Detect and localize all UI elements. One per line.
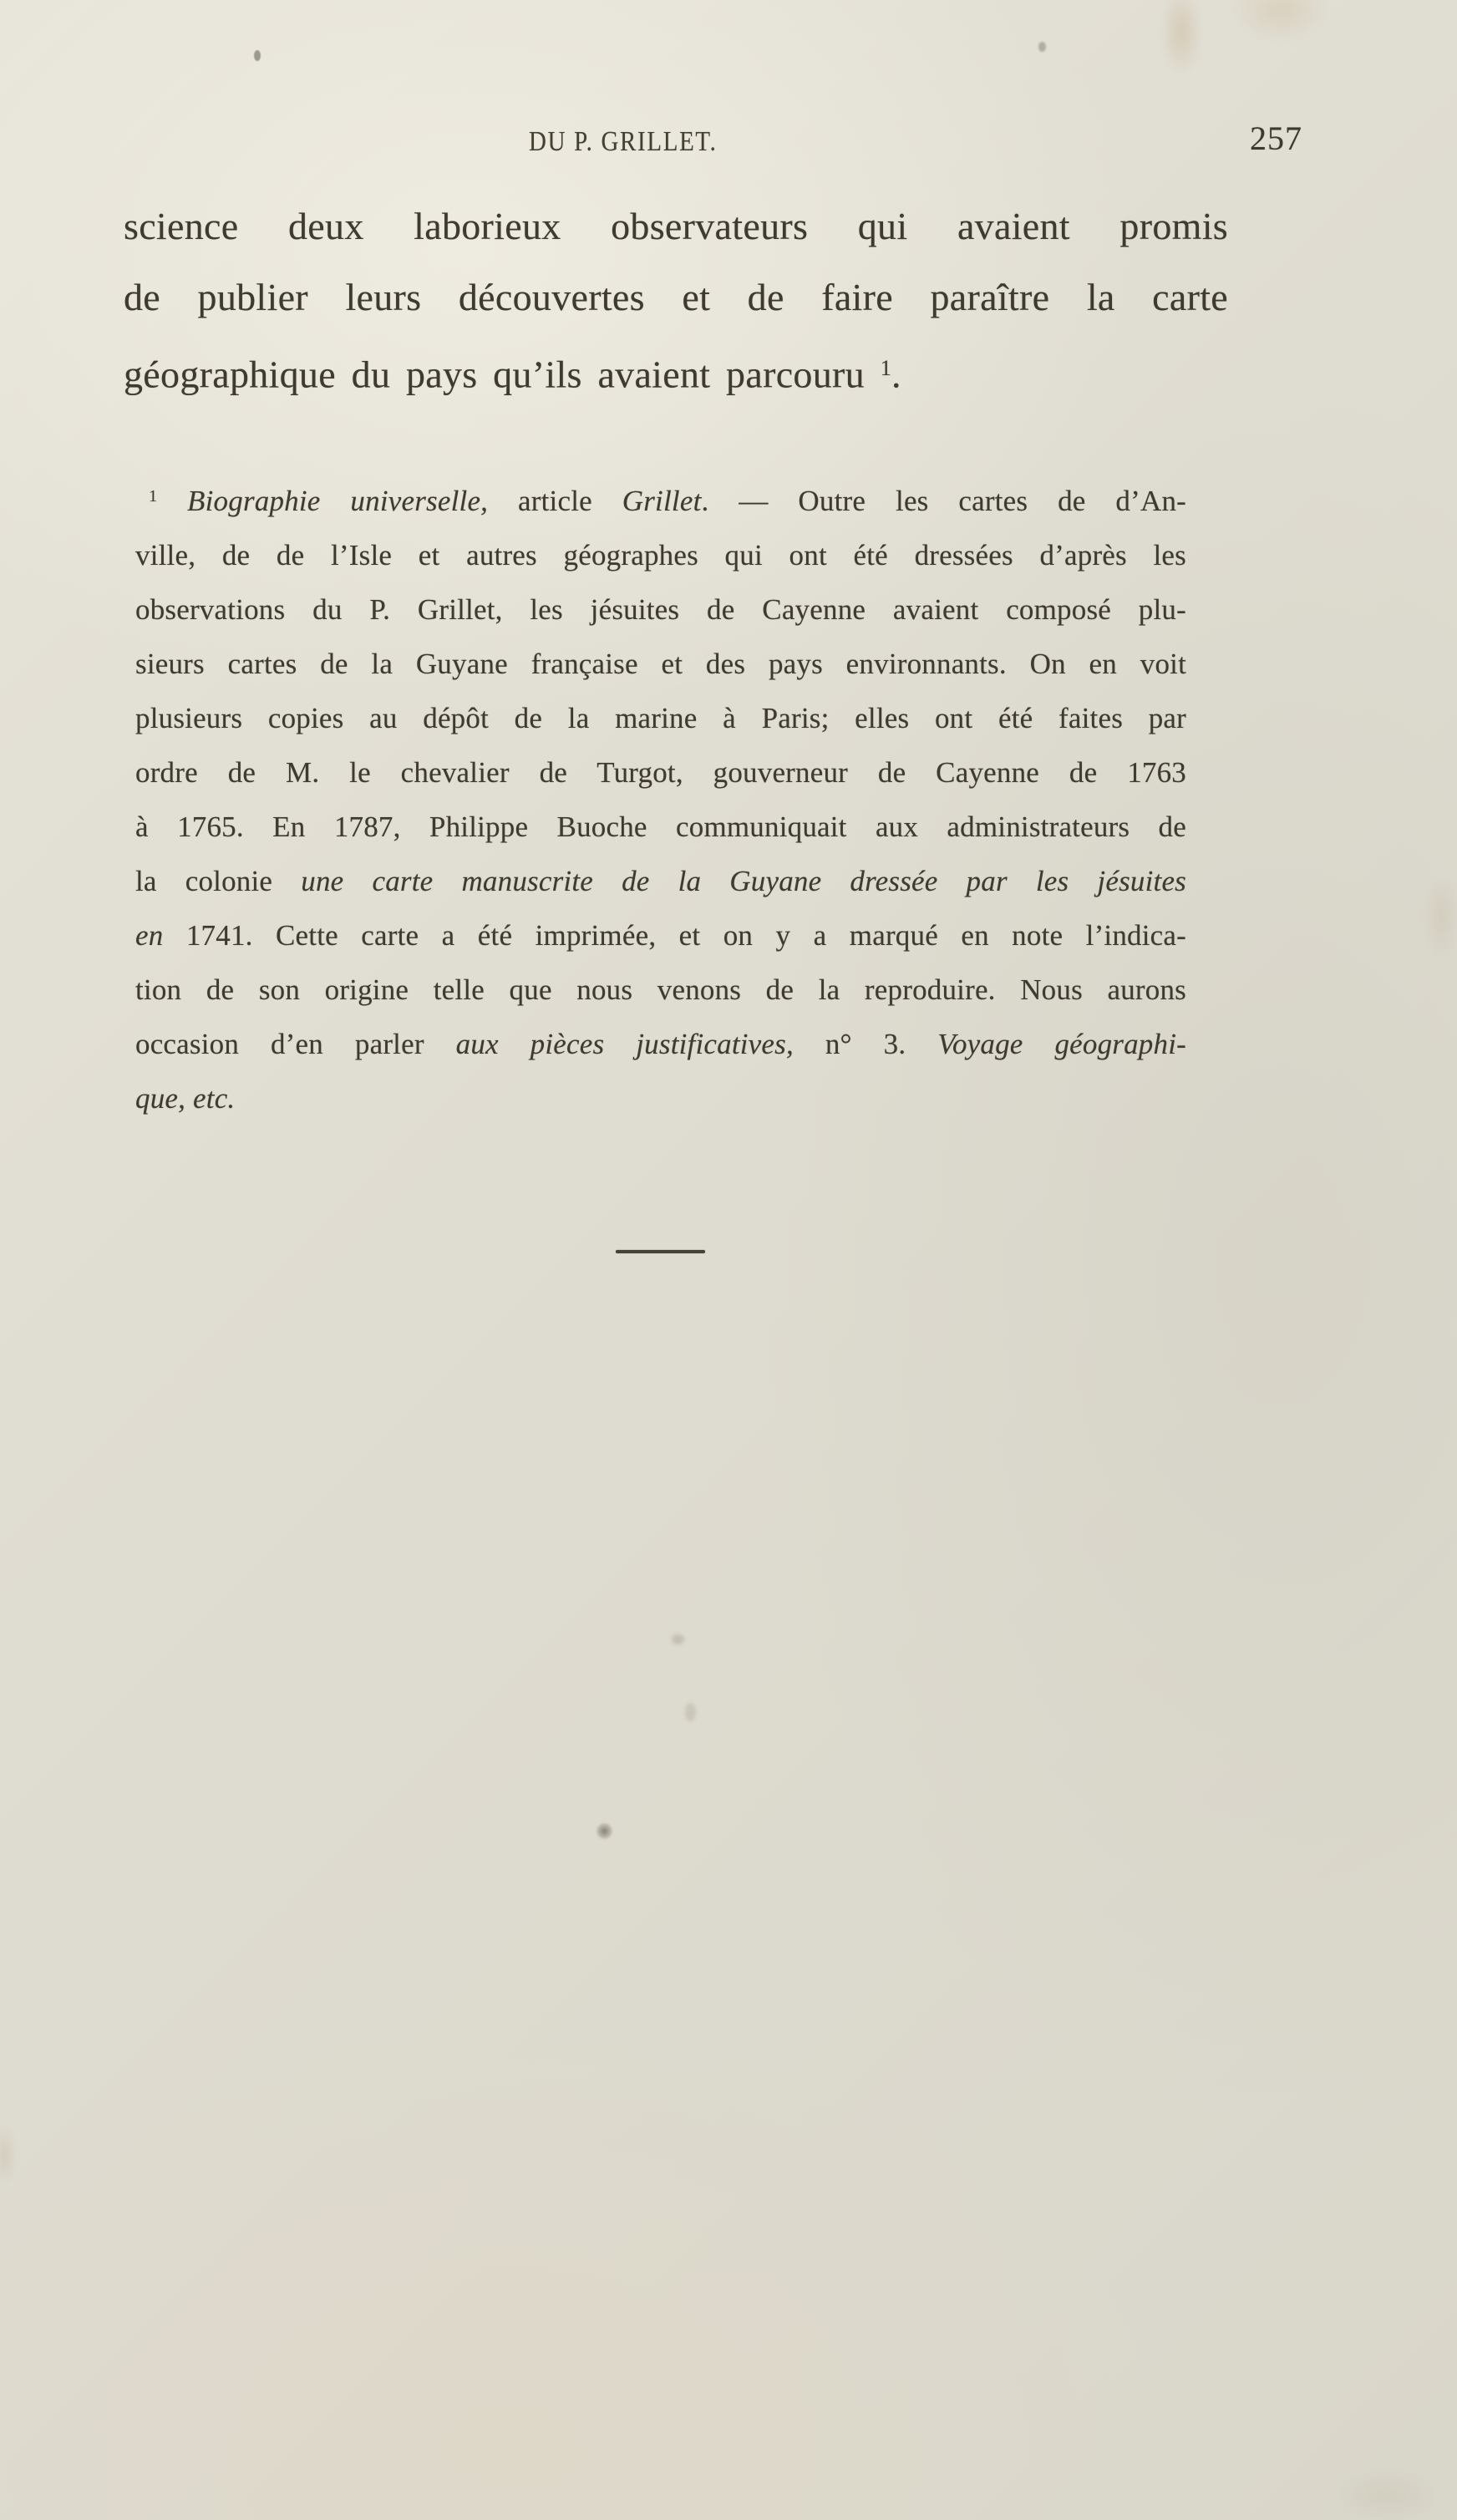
stain (1161, 0, 1201, 75)
footnote-block (135, 470, 1186, 1125)
stain (1425, 877, 1457, 957)
stain (672, 1634, 684, 1644)
text-run: . — Outre les cartes de d’An- (701, 485, 1187, 518)
text-run: une carte manuscrite de la Guyane dressée par les jésuites (301, 865, 1187, 898)
section-divider (616, 1250, 705, 1253)
footnote-line (135, 854, 1186, 908)
text-run: en (135, 919, 164, 953)
text-run: ville, de de l’Isle et autres géographes qui ont été dressées d’après les (135, 539, 1186, 572)
text-run: Grillet (622, 485, 702, 518)
text-run: 1 (149, 487, 158, 506)
stain (597, 1823, 612, 1839)
footnote-line (135, 1017, 1186, 1071)
stain (1337, 2472, 1437, 2518)
text-run: occasion d’en parler (135, 1028, 456, 1061)
stain (1232, 0, 1328, 42)
footnote-line (135, 528, 1186, 582)
paragraph-line (124, 191, 1228, 262)
text-run: plusieurs copies au dépôt de la marine à Paris; elles ont été faites par (135, 702, 1186, 735)
text-run: géographique du pays qu’ils avaient parcouru (124, 353, 881, 396)
text-run: n° 3. (793, 1028, 938, 1061)
footnote-line (135, 1071, 1186, 1125)
footnote-line (135, 691, 1186, 745)
stain (0, 2126, 15, 2185)
text-run (157, 485, 187, 517)
main-paragraph (124, 191, 1228, 410)
paragraph-line (124, 333, 1228, 410)
text-run: . (891, 353, 901, 396)
text-run: que, etc. (135, 1082, 236, 1115)
paragraph-line (124, 262, 1228, 333)
text-run: article (488, 485, 622, 518)
text-run: de publier leurs découvertes et de faire paraître la carte (124, 276, 1228, 318)
footnote-line (135, 582, 1186, 637)
footnote-line (135, 470, 1186, 528)
text-run: à 1765. En 1787, Philippe Buoche communiquait aux administrateurs de (135, 810, 1186, 844)
stain (254, 50, 261, 61)
footnote-line (135, 637, 1186, 691)
footnote-line (135, 963, 1186, 1017)
text-run: Voyage géographi- (937, 1028, 1186, 1061)
text-run: ordre de M. le chevalier de Turgot, gouverneur de Cayenne de 1763 (135, 756, 1186, 790)
text-run: observations du P. Grillet, les jésuites de Cayenne avaient composé plu- (135, 593, 1186, 627)
stain (685, 1703, 696, 1721)
stain (1038, 42, 1046, 52)
footnote-line (135, 800, 1186, 854)
text-run: 1 (880, 355, 891, 380)
text-run: aux pièces justificatives, (455, 1028, 794, 1061)
text-run: Biographie universelle, (187, 485, 489, 518)
footnote-line (135, 908, 1186, 963)
page-number: 257 (1250, 119, 1302, 157)
text-run: science deux laborieux observateurs qui avaient promis (124, 205, 1228, 247)
text-run: tion de son origine telle que nous venons de la reproduire. Nous aurons (135, 973, 1186, 1007)
text-run: 1741. Cette carte a été imprimée, et on y a marqué en note l’indica- (163, 919, 1186, 953)
footnote-line (135, 745, 1186, 800)
text-run: la colonie (135, 865, 302, 898)
text-run: sieurs cartes de la Guyane française et des pays environnants. On en voit (135, 648, 1186, 681)
running-title: DU P. GRILLET. (529, 126, 718, 157)
